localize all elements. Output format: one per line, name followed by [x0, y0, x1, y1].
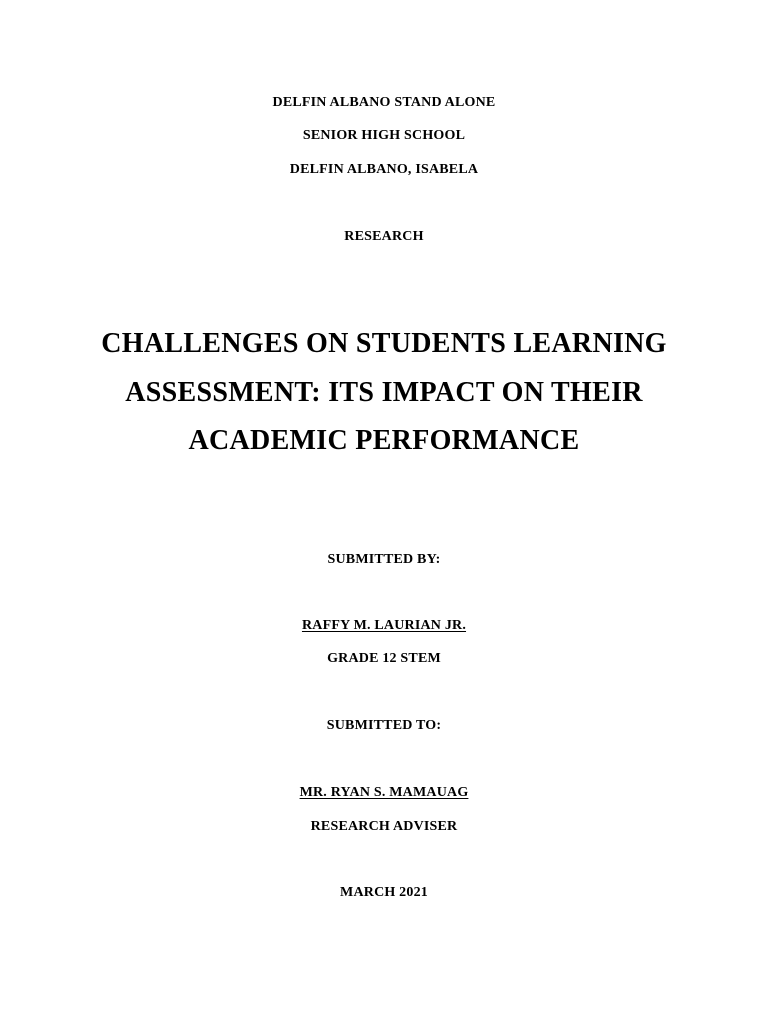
- document-date: MARCH 2021: [340, 885, 428, 900]
- document-type: RESEARCH: [344, 229, 424, 244]
- school-type: SENIOR HIGH SCHOOL: [302, 128, 466, 143]
- author-name: RAFFY M. LAURIAN JR.: [301, 618, 467, 633]
- author-grade: GRADE 12 STEM: [327, 651, 441, 666]
- adviser-name: MR. RYAN S. MAMAUAG: [299, 785, 469, 800]
- school-name: DELFIN ALBANO STAND ALONE: [272, 95, 496, 110]
- title-line-3: ACADEMIC PERFORMANCE: [188, 425, 580, 456]
- title-line-2: ASSESSMENT: ITS IMPACT ON THEIR: [125, 377, 643, 408]
- submitted-to-name: [0, 784, 768, 802]
- title-line-1: CHALLENGES ON STUDENTS LEARNING: [101, 328, 667, 359]
- submitted-to-label: SUBMITTED TO:: [326, 718, 442, 733]
- submitted-by-label: SUBMITTED BY:: [327, 552, 441, 567]
- submitted-by-name: [0, 617, 768, 635]
- adviser-role: RESEARCH ADVISER: [310, 819, 458, 834]
- school-location: DELFIN ALBANO, ISABELA: [289, 162, 479, 177]
